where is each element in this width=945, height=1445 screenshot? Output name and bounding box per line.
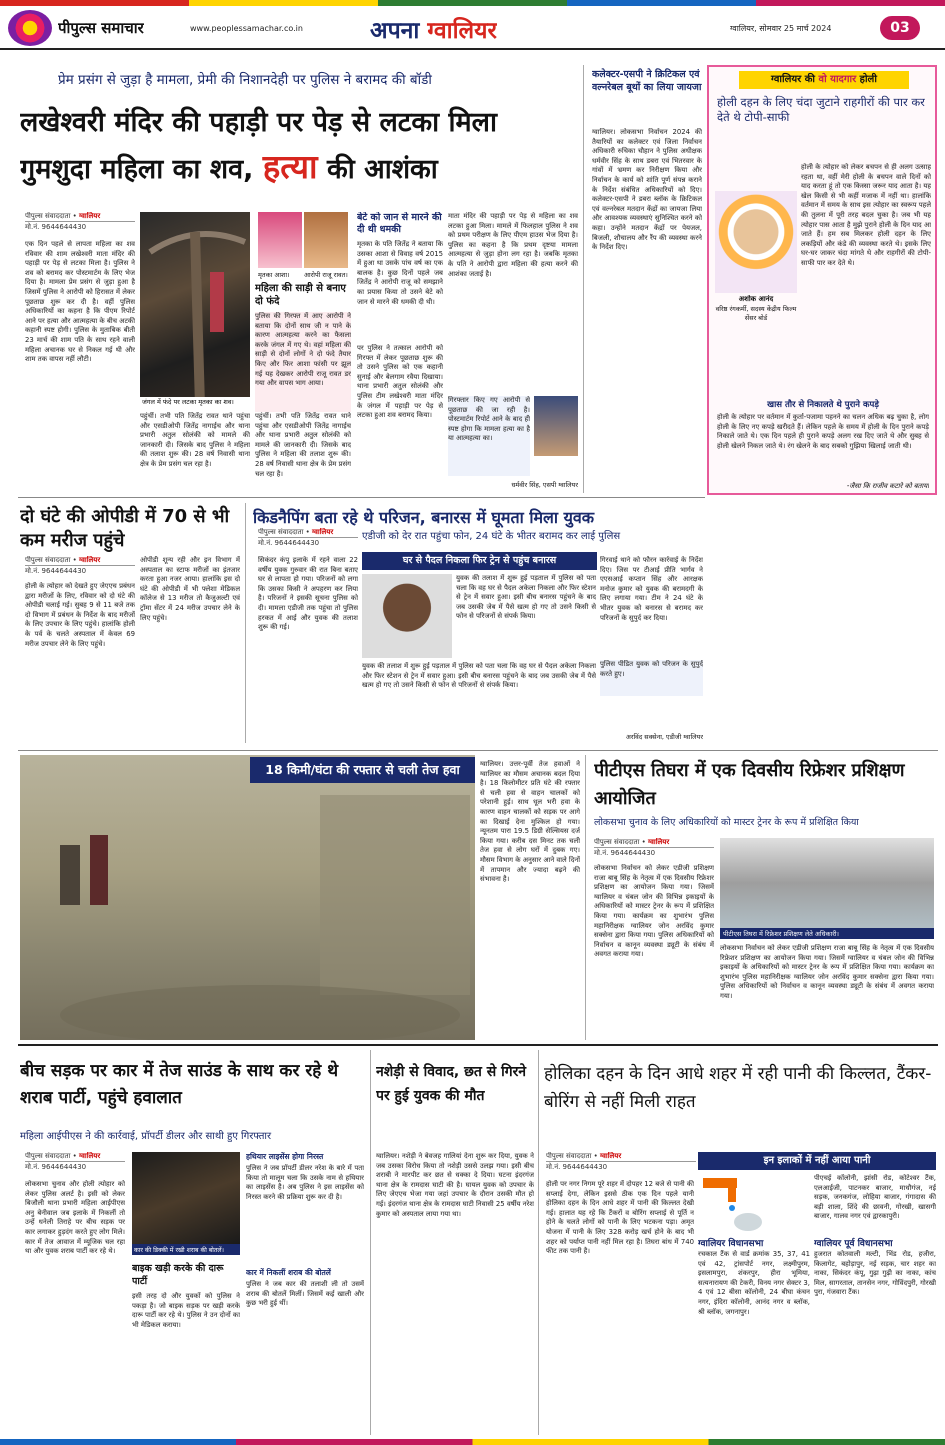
car-byline-city: ग्वालियर: [79, 1152, 101, 1160]
bike-party-text: इसी तरह दो और युवकों को पुलिस ने पकड़ा है। जो बाइक सड़क पर खड़ी करके दारू पार्टी कर रहे थे। पुलिस ने उन दोनों का भी मेडिकल कराया।: [132, 1292, 240, 1329]
pts-subhead: लोकसभा चुनाव के लिए अधिकारियों को मास्टर ट्रेनर के रूप में प्रशिक्षित किया: [594, 817, 859, 828]
opd-headline: दो घंटे की ओपीडी में 70 से भी कम मरीज पहुंचे: [20, 506, 230, 551]
car-byline: पीपुल्स संवाददाता • ग्वालियर मो.नं. 9644644430: [25, 1152, 125, 1172]
lead-col1: एक दिन पहले से लापता महिला का शव रविवार की शाम लखेश्वरी माता मंदिर की पहाड़ी पर पेड़ से लटका मिला है। पुलिस ने शव को बरामद कर पोस्टमार्टम के लिए भेज दिया है। मामला प्रेम प्रसंग से जुड़ा हुआ है जिसमें पुलिस ने आरोपी को हिरासत में लेकर पूछताछ शुरू कर दी है। वहीं पुलिस अधिकारियों का कहना है कि पीएम रिपोर्ट आने पर हत्या और आत्महत्या के बीच अटकी कहानी स्पष्ट होगी। पुलिस के मुताबिक बीती 23 मार्च की शाम पति के साथ रहने वाली महिला अचानक घर से निकल गई थी और शाम तक वापस नहीं लौटी।: [25, 240, 135, 364]
opd-byline-city: ग्वालियर: [79, 556, 101, 564]
inset-head: महिला की साड़ी से बनाए दो फंदे: [255, 283, 346, 307]
opd-mobile: मो.नं. 9644644430: [25, 565, 135, 576]
wind-text: ग्वालियर। उत्तर-पूर्वी तेज हवाओं ने ग्वालियर का मौसम अचानक बदल दिया है। 18 किलोमीटर प्रति घंटे की रफ्तार से चली हवा से वाहन चालकों को परेशानी हुई। साथ धूल भरी हवा के कारण वाहन चालकों को सड़क पर आगे का दिखाई देना मुश्किल हो गया। न्यूनतम पारा 19.5 डिग्री सेल्सियस दर्ज किया गया। करीब दस मिनट तक चली तेज हवा से लोग घरों में दुबक गए। मौसम विभाग के अनुसार आने वाले दिनों में तापमान और ज्यादा बढ़ने की संभावना है।: [480, 760, 580, 884]
person-title: वरिष्ठ रंगकर्मी, सदस्य केंद्रीय फिल्म सेंसर बोर्ड: [715, 305, 797, 322]
officer-name: धर्मवीर सिंह, एसपी ग्वालियर: [511, 481, 578, 489]
kidnap-mobile: मो.नं. 9644644430: [258, 537, 358, 548]
dust-storm-photo: [20, 755, 475, 1040]
lead-headline-line2: [20, 150, 580, 187]
lead-col2b: पहुंचीं। तभी पति जितेंद्र रावत थाने पहुंचा और एसडीओपी जितेंद्र नागाईच और थाना प्रभारी अतुल सोलंकी को मामले की जानकारी दी। जिसके बाद पुलिस ने महिला की तलाश शुरू की। 28 वर्ष निवासी थाना क्षेत्र के प्रेम प्रसंग चल रहा है।: [140, 412, 250, 468]
gwalior-assembly-head: ग्वालियर विधानसभा: [698, 1239, 764, 1249]
lead-kicker: प्रेम प्रसंग से जुड़ा है मामला, प्रेमी की निशानदेही पर पुलिस ने बरामद की बॉडी: [58, 72, 432, 88]
lead-byline: पीपुल्स संवाददाता • ग्वालियर मो.नं. 9644644430: [25, 212, 135, 232]
color-strip: [0, 0, 945, 6]
section-name: ग्वालियर: [427, 18, 497, 44]
water-tap-illustration: [698, 1172, 768, 1234]
dateline: ग्वालियर, सोमवार 25 मार्च 2024: [730, 24, 832, 33]
section-prefix: अपना: [370, 18, 420, 44]
banner-c: होली: [859, 74, 877, 85]
pts-headline: पीटीएस तिघरा में एक दिवसीय रिफ्रेशर प्रशिक्षण आयोजित: [594, 760, 905, 809]
accused-photo: [304, 212, 348, 268]
water-byline-name: पीपुल्स संवाददाता: [546, 1152, 592, 1160]
pts-text2: लोकसभा निर्वाचन को लेकर एडीजी प्रशिक्षण राजा बाबू सिंह के नेतृत्व में एक दिवसीय रिफ्रेशर प्रशिक्षण का आयोजन किया गया। जिसमें ग्वालियर व चंबल जोन की विभिन्न इकाइयों के अधिकारियों को मास्टर ट्रेनर के रूप में प्रशिक्षित किया गया। कार्यक्रम का शुभारंभ पुलिस महानिरीक्षक ग्वालियर जोन अरविंद कुमार सक्सेना द्वारा किया गया। पुलिस अधिकारियों को निर्वाचन व कानून व्यवस्था ड्यूटी के संबंध में अवगत कराया गया।: [720, 944, 934, 1000]
opd-byline-name: पीपुल्स संवाददाता: [25, 556, 71, 564]
line2-c: की आशंका: [326, 154, 438, 185]
collector-headline: कलेक्टर-एसपी ने क्रिटिकल एवं वल्नरेबल बूथों का लिया जायजा: [592, 69, 702, 93]
storm-illustration: [20, 755, 475, 1040]
section-title: [370, 13, 497, 45]
holi-memory-headline: होली दहन के लिए चंदा जुटाने राहगीरों की पार कर देते थे टोपी-साफी: [717, 95, 925, 124]
tap-icon: [698, 1172, 768, 1234]
tree-illustration: [140, 212, 250, 406]
water-text: होली पर नगर निगम पूरे शहर में दोपहर 12 बजे से पानी की सप्लाई देगा, लेकिन इससे ठीक एक दिन पहले यानी होलिका दहन के दिन आधे शहर में पानी की किल्लत देखी गई। हालात यह रहे कि टैंकरों व बोरिंग सप्लाई से पूर्ति न होने के चलते लोगों को पानी के लिए भटकना पड़ा। अमृत योजना में पानी के लिए 328 करोड़ खर्च होने के बाद भी शहर को पर्याप्त पानी नहीं मिल रहा है। तिघरा बांध में 740 फीट तक पानी है।: [546, 1180, 694, 1256]
water-byline-city: ग्वालियर: [600, 1152, 622, 1160]
car-subhead: महिला आईपीएस ने की कार्रवाई, प्रॉपर्टी डीलर और साथी हुए गिरफ्तार: [20, 1131, 272, 1142]
ashok-anand-photo: [715, 191, 797, 293]
banner-a: ग्वालियर की: [771, 74, 816, 85]
car-mobile: मो.नं. 9644644430: [25, 1161, 125, 1172]
kidnap-col2: युवक की तलाश में शुरू हुई पड़ताल में पुलिस को पता चला कि वह घर से पैदल अकेला निकला और फिर स्टेशन से ट्रेन में सवार हुआ। इसी बीच बनारस पहुंचने के बाद जब उसकी जेब में पैसे खत्म हो गए तो उसने किसी से फोन से परिजनों से संपर्क किया।: [456, 574, 596, 621]
water-byline: पीपुल्स संवाददाता • ग्वालियर मो.नं. 9644644430: [546, 1152, 696, 1172]
lead-col4: माता मंदिर की पहाड़ी पर पेड़ से महिला का शव लटका हुआ मिला। मामले में फिलहाल पुलिस ने शव को प्रथम परीक्षण के लिए पीएम हाउस भेज दिया है। पुलिस का कहना है कि प्रथम दृष्टया मामला आत्महत्या से जुड़ा होना लग रहा है। जबकि मृतका के पति ने आरोपी द्वारा महिला की हत्या करने की आशंका जताई है।: [448, 212, 578, 278]
inset-text: पुलिस की गिरफ्त में आए आरोपी ने बताया कि दोनों साथ जी न पाने के कारण आत्महत्या करने का फैसला करके जंगल में गए थे। वहां महिला की साड़ी से दोनों लोगों ने दो फंदे तैयार किए और फिर आशा फांसी पर झूल गई यह देखकर आरोपी राजू रावत डर गया और वापस भाग आया।: [255, 312, 351, 412]
training-photo: [720, 838, 934, 928]
victim-photo: [258, 212, 302, 268]
pts-mobile: मो.नं. 9644644430: [594, 847, 714, 858]
pts-text: लोकसभा निर्वाचन को लेकर एडीजी प्रशिक्षण राजा बाबू सिंह के नेतृत्व में एक दिवसीय रिफ्रेशर प्रशिक्षण का आयोजन किया गया। जिसमें ग्वालियर व चंबल जोन की विभिन्न इकाइयों के अधिकारियों को मास्टर ट्रेनर के रूप में प्रशिक्षित किया गया। कार्यक्रम का शुभारंभ पुलिस महानिरीक्षक ग्वालियर जोन अरविंद कुमार सक्सेना द्वारा किया गया। पुलिस अधिकारियों को निर्वाचन व कानून व्यवस्था ड्यूटी के संबंध में अवगत कराया गया।: [594, 864, 714, 959]
kidnap-byline-city: ग्वालियर: [312, 528, 334, 536]
holi-logo-badge: [8, 10, 52, 46]
car-photo-caption: कार की डिक्की में रखी शराब की बोतलें।: [132, 1244, 240, 1255]
byline-city: ग्वालियर: [79, 212, 101, 220]
pts-photo-caption: पीटीएस तिघरा में रिफ्रेशर प्रशिक्षण लेते अधिकारी।: [720, 928, 934, 939]
officer-quote: गिरफ्तार किए गए आरोपी से पूछताछ की जा रही है। पोस्टमार्टम रिपोर्ट आने के बाद ही स्पष्ट होगा कि मामला हत्या का है या आत्महत्या का।: [448, 396, 530, 476]
kidnap-col2b: युवक की तलाश में शुरू हुई पड़ताल में पुलिस को पता चला कि वह घर से पैदल अकेला निकला और फिर स्टेशन से ट्रेन में सवार हुआ। इसी बीच बनारस पहुंचने के बाद जब उसकी जेब में पैसे खत्म हो गए तो उसने किसी से फोन से परिजनों से संपर्क किया।: [362, 662, 596, 690]
license-text: पुलिस ने जब प्रॉपर्टी डीलर नरेश के बारे में पता किया तो मालूम चला कि उसके नाम से हथियार का लाइसेंस है। अब पुलिस ने इस लाइसेंस को निरस्त करने की प्रक्रिया शुरू कर दी है।: [246, 1164, 364, 1201]
threat-text: मृतका के पति जितेंद्र ने बताया कि उसका आशा से विवाह वर्ष 2015 में हुआ था उसके पांच वर्ष का एक बालक है। कुछ दिनों पहले जब जितेंद्र ने आरोपी राजू को समझाने का प्रयास किया तो उसने बेटे को जान से मारने की धमकी दी थी।: [357, 240, 443, 306]
holi-sign-off: -जैसा कि राजीव कटारे को बताया: [846, 482, 929, 490]
lead-col3: पर पुलिस ने तत्काल आरोपी को गिरफ्त में लेकर पूछताछ शुरू की तो उसने पुलिस को एक कहानी सुनाई और बेलगाम रवैया दिखाया। थाना प्रभारी अतुल सोलंकी और पुलिस टीम लखेश्वरी माता मंदिर के जंगल में पहाड़ी पर पेड़ से लटका हुआ शव बरामद किया।: [357, 344, 443, 420]
hanging-photo-caption: जंगल में फंदे पर लटका मृतका का शव।: [140, 397, 250, 406]
car-trunk-photo: [132, 1152, 240, 1244]
wind-headline: 18 किमी/घंटा की रफ्तार से चली तेज हवा: [250, 757, 475, 783]
holi-sub-text: होली के त्योहार पर वर्तमान में कुर्ता-पजामा पहनने का चलन अधिक बढ़ चुका है, लोग होली के लिए नए कपड़े खरीदते हैं। लेकिन पहले के समय में होली के दिन पुराने कपड़े निकाले जाते थे। एक दिन पहले ही पुराने कपड़े अलग रख दिए जाते थे और सुबह से होली खेलने निकल जाते थे। रंग खेलने के बाद सबको गुझिया खिलाई जाती थी।: [717, 413, 929, 450]
hanging-body-photo: [140, 212, 250, 406]
pts-byline-name: पीपुल्स संवाददाता: [594, 838, 640, 846]
lead-col2: पहुंचीं। तभी पति जितेंद्र रावत थाने पहुंचा और एसडीओपी जितेंद्र नागाईच और थाना प्रभारी अतुल सोलंकी को मामले की जानकारी दी। जिसके बाद पुलिस ने महिला की तलाश शुरू की। 28 वर्ष निवासी थाना क्षेत्र के प्रेम प्रसंग चल रहा है।: [255, 412, 351, 478]
accused-name: आरोपी राजू रावत।: [304, 271, 348, 279]
water-headline: होलिका दहन के दिन आधे शहर में रही पानी की किल्लत, टैंकर-बोरिंग से नहीं मिली राहत: [544, 1064, 932, 1112]
kidnap-headline: किडनैपिंग बता रहे थे परिजन, बनारस में घूमता मिला युवक: [253, 508, 595, 527]
kidnap-inner-head: घर से पैदल निकला फिर ट्रेन से पहुंच बनारस: [362, 552, 597, 570]
kidnap-col1: सिकंदर कंपू इलाके में रहने वाला 22 वर्षीय युवक गुरुवार की रात बिना बताए घर से लापता हो गया। परिजनों को लगा कि उसका किसी ने अपहरण कर लिया है। परिजनों ने इसकी सूचना पुलिस को दी। मामला एडीजी तक पहुंचा तो पुलिस हरकत में आई और युवक की तलाश शुरू की गई।: [258, 556, 358, 632]
license-head: हथियार लाइसेंस होगा निरस्त: [246, 1152, 324, 1161]
bottom-color-strip: [0, 1439, 945, 1445]
opd-byline: पीपुल्स संवाददाता • ग्वालियर मो.नं. 9644644430: [25, 556, 135, 576]
water-mobile: मो.नं. 9644644430: [546, 1161, 696, 1172]
bike-party-head: बाइक खड़ी करके की दारू पार्टी: [132, 1263, 224, 1287]
kidnap-col3: गिरवाई थाने को फौरन कार्रवाई के निर्देश दिए। जिस पर टीआई प्रीति भार्गव ने एएसआई कप्तान सिंह और आरक्षक मनोज कुमार को युवक की बरामदगी के लिए लगाया गया। टीम ने 24 घंटे के भीतर युवक को बनारस से बरामद कर परिजनों के सुपुर्द कर दिया।: [600, 556, 703, 622]
kidnap-byline: पीपुल्स संवाददाता • ग्वालियर मो.नं. 9644644430: [258, 528, 358, 548]
kidnap-photo-caption: पुलिस पीडित युवक को परिजन के सुपुर्द करते हुए।: [600, 660, 703, 696]
gwalior-assembly-text: रचकाल टैंक से वार्ड क्रमांक 35, 37, 41 एवं 42, ट्रांसपोर्ट नगर, लक्ष्मीपुरम, इसलामपुरा, शंकरपुर, हीरा भूमिया, सत्यनारायण की टेकरी, विनय नगर सेक्टर 3, 4 एवं 12 बीसा कॉलोनी, 24 बीघा कंचन नगर, इंदिरा कॉलोनी, आनंद नगर व ब्लॉक, श्री ब्लॉक, जगनापुर।: [698, 1250, 810, 1316]
east-assembly-text: हुजरात कोतवाली मल्टी, भिंड रोड, हजीरा, किलागेट, बहोड़ापुर, नई सड़क, चार शहर का नाका, सिकंदर कंपू, गुढ़ा गुढ़ी का नाका, कांच मिल, सागरताल, तानसेन नगर, गोविंदपुरी, गोरखी पुरा, गंजवारा टैंक।: [814, 1250, 936, 1297]
holi-sub-head: खास तौर से निकालते थे पुराने कपड़े: [767, 400, 879, 410]
pts-byline-city: ग्वालियर: [648, 838, 670, 846]
east-assembly-head: ग्वालियर पूर्व विधानसभा: [814, 1239, 893, 1249]
line2-a: गुमशुदा महिला का शव,: [20, 154, 254, 185]
lead-headline-line1: लखेश्वरी मंदिर की पहाड़ी पर पेड़ से लटका मिला: [20, 107, 497, 138]
holi-banner: [739, 71, 909, 89]
paper-url: www.peoplessamachar.co.in: [190, 24, 303, 33]
threat-head: बेटे को जान से मारने की दी थी धमकी: [357, 212, 442, 235]
officer-photo: [534, 396, 578, 456]
bottles-head: कार में निकलीं शराब की बोतलें: [246, 1268, 331, 1277]
byline-mobile: मो.नं. 9644644430: [25, 221, 135, 232]
person-name: अशोक आनंद: [738, 295, 774, 303]
masthead: [0, 8, 945, 50]
bottles-text: पुलिस ने जब कार की तलाशी ली तो उसमें शराब की बोतलें मिलीं। जिसमें कई खाली और कुछ भरी हुई थीं।: [246, 1280, 364, 1308]
drunk-text: ग्वालियर। नशेड़ी ने बेवजह गालियां देना शुरू कर दिया, युवक ने जब उसका विरोध किया तो नशेड़ी उससे उलझ गया। इसी बीच शराबी ने मारपीट कर छत से धक्का दे दिया। घटना इंदरगंज थाना क्षेत्र के रामदास घाटी की है। घायल युवक को उपचार के लिए जेएएच भेजा गया जहां उपचार के दौरान उसकी मौत हो गई। इंदरगंज थाना क्षेत्र के रामदास घाटी निवासी 25 वर्षीय नरेश कुमार को अस्पताल लाया गया था।: [376, 1152, 534, 1218]
opd-text1: होली के त्योहार को देखते हुए जेएएच प्रबंधन द्वारा मरीजों के लिए, रविवार को दो घंटे की ओपीडी चलाई गई। सुबह 9 से 11 बजे तक दो विभाग में प्रबंधन के निर्देश के बाद मरीजों के लिए उपचार के लिए पहुंचे। हालांकि होली के पर्व के चलते अस्पताल में केवल 69 मरीज उपचार लेने के लिए पहुंचे।: [25, 582, 135, 648]
car-headline: बीच सड़क पर कार में तेज साउंड के साथ कर रहे थे शराब पार्टी, पहुंचे हवालात: [20, 1061, 339, 1108]
line2-highlight: हत्या: [262, 150, 318, 186]
pts-byline: पीपुल्स संवाददाता • ग्वालियर मो.नं. 9644644430: [594, 838, 714, 858]
holi-memory-text: होली के त्योहार को लेकर बचपन से ही अलग उत्साह रहता था, वहीं मेरी होली के बचपन वाले दिनों को याद करता हूं तो एक किस्सा जरूर याद आता है। यह खेल किसी से भी कहीं मजाक में नहीं था। हालांकि वर्तमान में समय के साथ इस त्योहार का स्वरूप पहले की तुलना में पूरी तरह बदल चुका है। जब भी यह त्योहार पास आता है मुझे पुराने होली के दिन याद आ जाते हैं। हम सब मिलकर होली दहन के लिए लकड़ियों और कंडे की व्यवस्था करते थे। इसके लिए घर-घर जाकर चंदा मांगते थे और राहगीरों की टोपी-साफी पार कर देते थे।: [801, 163, 931, 267]
adg-name: अरविंद सक्सेना, एडीजी ग्वालियर: [625, 733, 703, 741]
page-number: 03: [880, 16, 920, 40]
paper-logo: पीपुल्स समाचार: [58, 19, 144, 37]
holi-memory-box: [707, 65, 937, 495]
kidnap-subhead: एडीजी को देर रात पहुंचा फोन, 24 घंटे के भीतर बरामद कर लाई पुलिस: [362, 531, 621, 542]
drunk-headline: नशेड़ी से विवाद, छत से गिरने पर हुई युवक की मौत: [376, 1064, 527, 1104]
banner-b: वो यादगार: [818, 74, 857, 85]
water-box-title: इन इलाकों में नहीं आया पानी: [698, 1152, 936, 1170]
car-col1: लोकसभा चुनाव और होली त्योहार को लेकर पुलिस अलर्ट है। इसी को लेकर बिजौली थाना प्रभारी महिला आईपीएस अनु बेनीवाल जब इलाके में निकलीं तो उन्हें धनेली तिराहे पर बीच सड़क पर कार लगाकर हुड़दंग करते हुए लोग मिले। कार में तेज आवाज में म्यूजिक चल रहा था और युवक शराब पार्टी कर रहे थे।: [25, 1180, 125, 1256]
byline-name: पीपुल्स संवाददाता: [25, 212, 71, 220]
youth-photo: [362, 574, 452, 658]
victim-name: मृतका आशा।: [258, 271, 290, 279]
water-right-text: पीएचई कॉलोनी, झांसी रोड, कोटेश्वर टैंक, एलआईजी, पाटनकर बाजार, माधौगंज, नई सड़क, जनकगंज, लोहिया बाजार, गंगादास की बड़ी शाला, शिंदे की छावनी, गोरखी, खासगी बाजार, गालव नगर एवं द्वारकापुरी।: [814, 1174, 936, 1221]
car-byline-name: पीपुल्स संवाददाता: [25, 1152, 71, 1160]
kidnap-byline-name: पीपुल्स संवाददाता: [258, 528, 304, 536]
collector-text: ग्वालियर। लोकसभा निर्वाचन 2024 की तैयारियों का कलेक्टर एवं जिला निर्वाचन अधिकारी रुचिका चौहान ने पुलिस अधीक्षक धर्मवीर सिंह के साथ डबरा एवं भितरवार के गांवों में भ्रमण कर निरीक्षण किया और निर्वाचन के कार्य को शांति पूर्ण संपन्न कराने के निर्देश संबंधित अधिकारियों को दिए। कलेक्टर-एसपी ने डबरा ब्लॉक के क्रिटिकल एवं वल्नरेबल मतदान केंद्रों का जायजा लिया और आवश्यक व्यवस्थाएं सुनिश्चित करने को कहा। उन्होंने मतदान केंद्रों पर पेयजल, बिजली, शौचालय और रैंप की व्यवस्था करने के निर्देश दिए।: [592, 128, 702, 252]
opd-text2: ओपीडी शून्य रही और इन विभाग में अस्पताल का स्टाफ मरीजों का इंतजार करता हुआ नजर आया। हालांकि इस दो घंटे की ओपीडी में भी फ्लेशा मेडिकल कॉलेज से 13 मरीज तो कैजुअल्टी एवं ट्रॉमा सेंटर में 24 मरीज उपचार लेने के लिए पहुंचे।: [140, 556, 240, 622]
